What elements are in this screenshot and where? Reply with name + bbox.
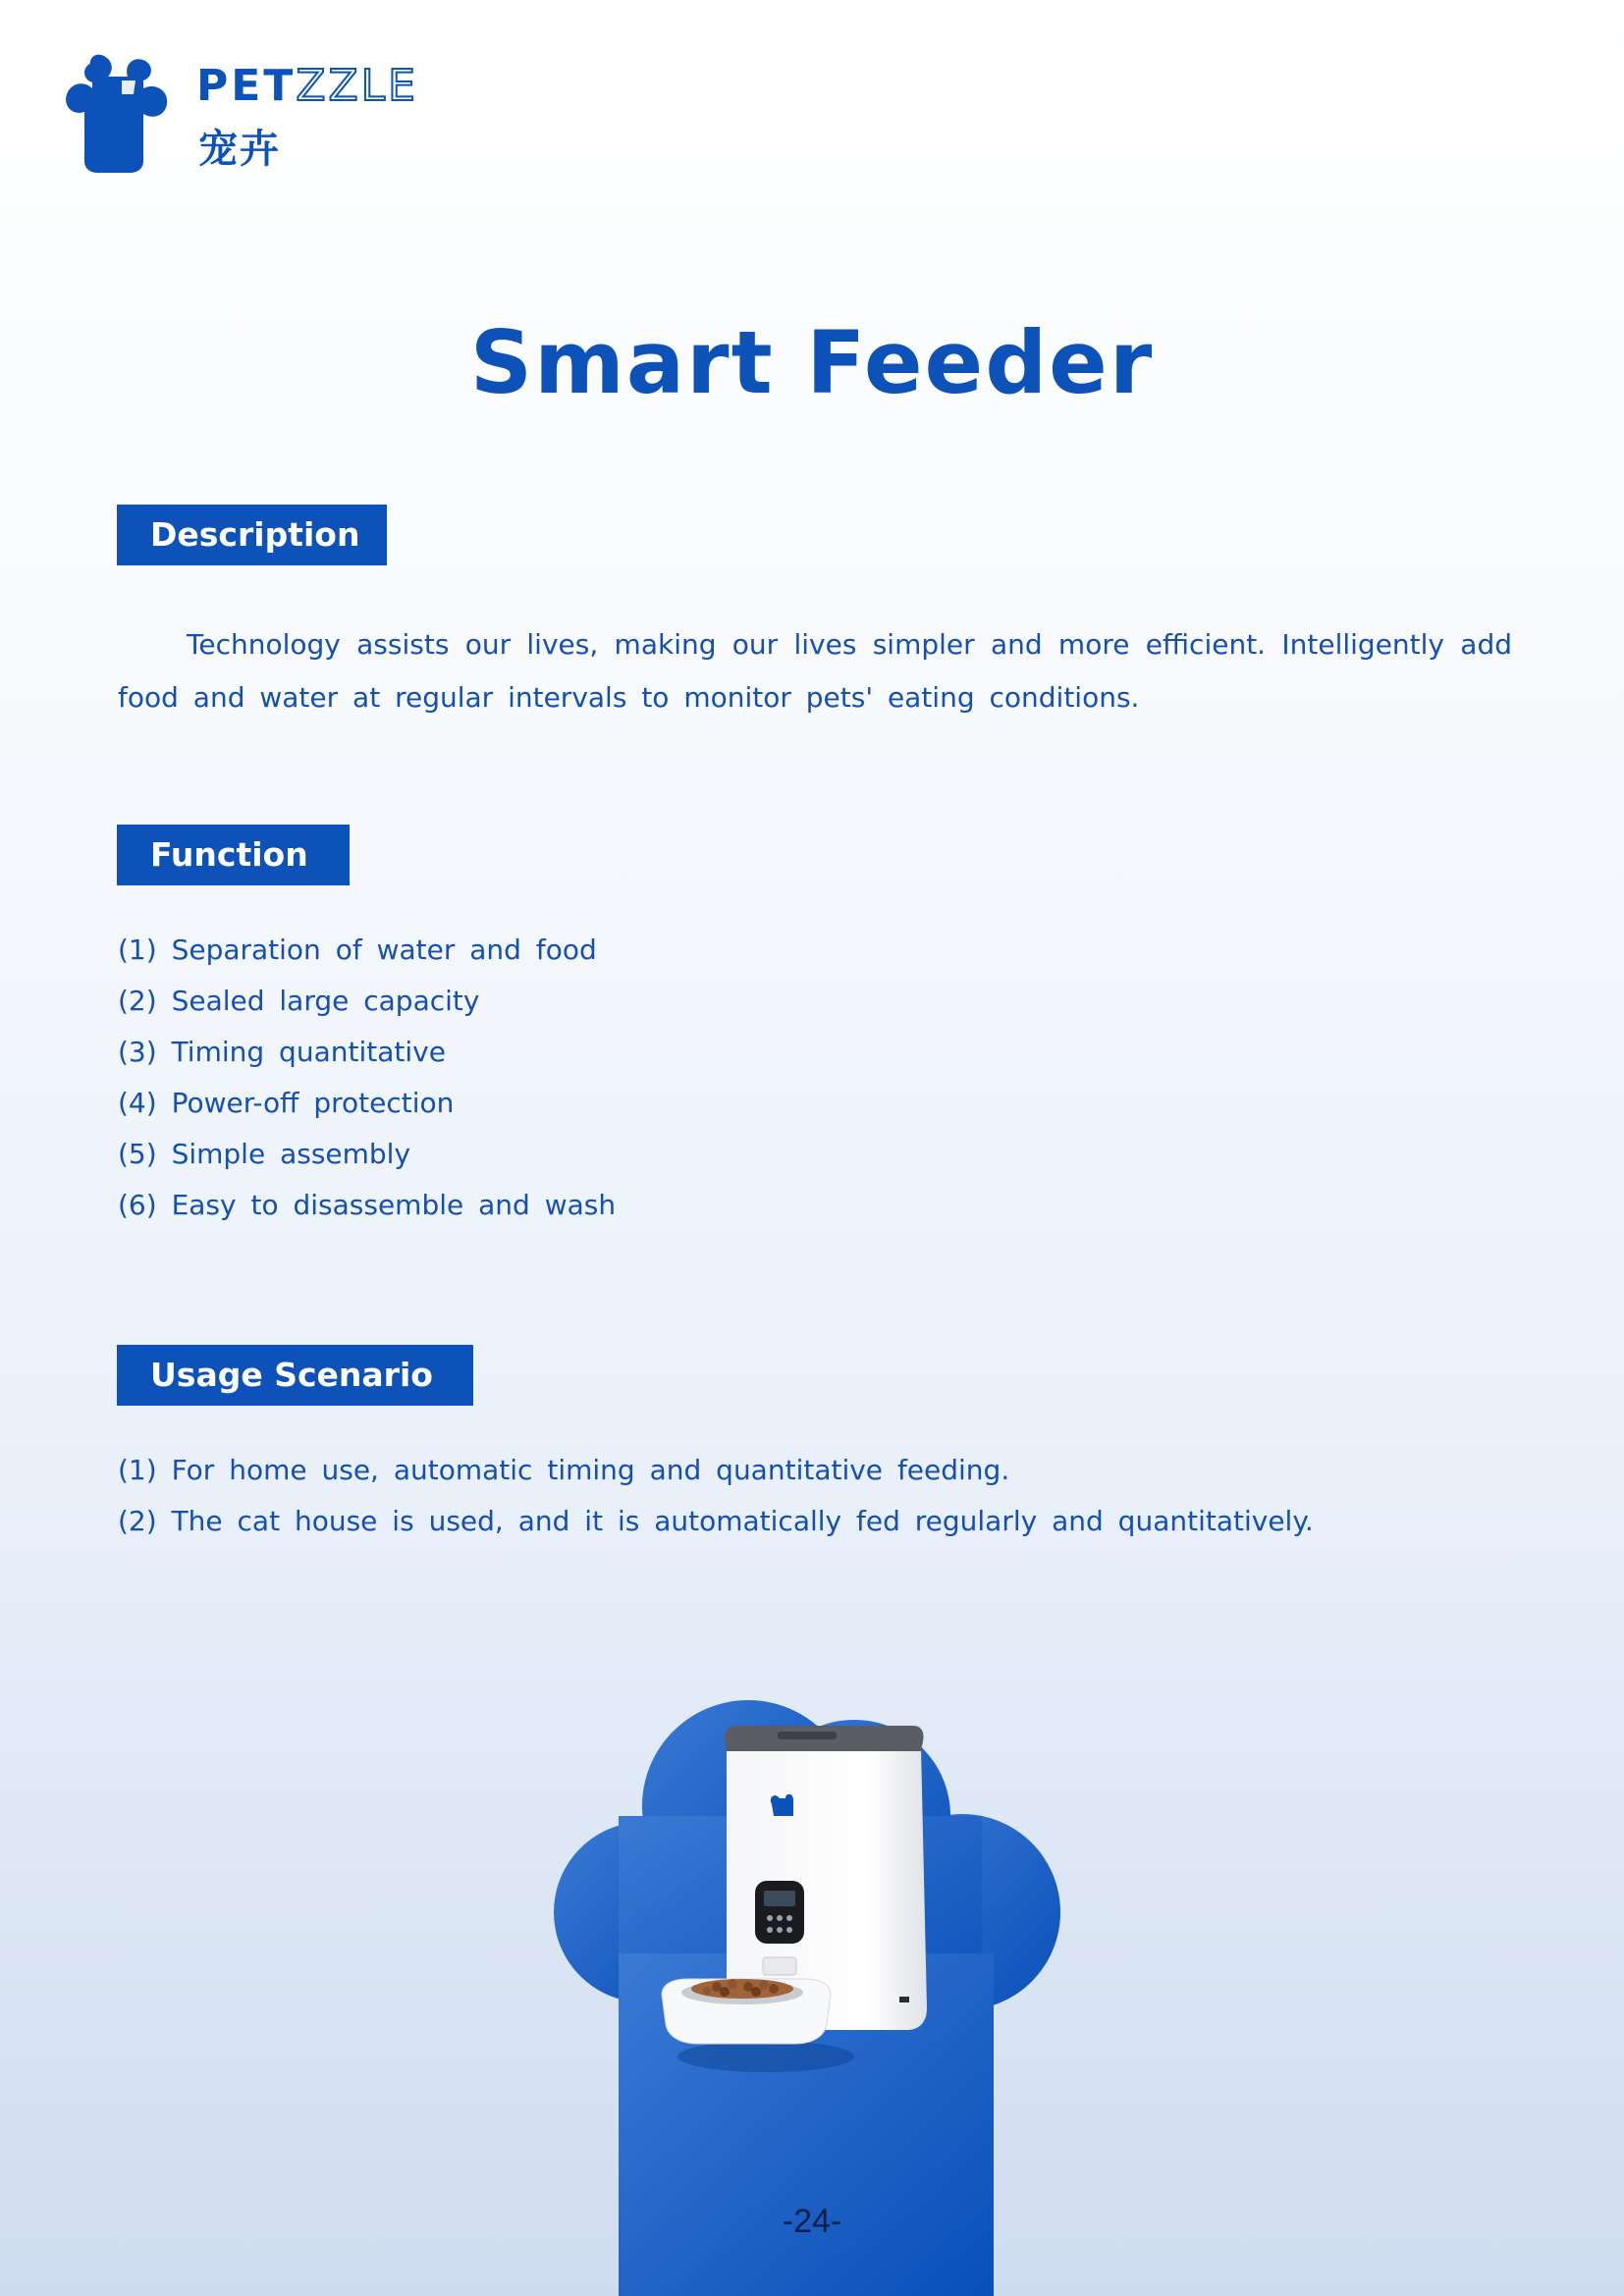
function-heading: Function [117, 825, 350, 885]
function-list [118, 925, 616, 1231]
brand-logo [65, 51, 428, 177]
usage-item: (2) The cat house is used, and it is automatically fed regularly and quantitatively. [118, 1505, 1314, 1537]
function-item: (3) Timing quantitative [118, 1036, 446, 1068]
page-title: Smart Feeder [469, 312, 1155, 413]
description-heading: Description [117, 505, 387, 565]
function-item: (1) Separation of water and food [118, 934, 597, 966]
function-item: (2) Sealed large capacity [118, 985, 480, 1017]
page-number: -24- [782, 2203, 842, 2240]
function-item: (6) Easy to disassemble and wash [118, 1189, 617, 1221]
function-item: (4) Power-off protection [118, 1087, 455, 1119]
function-item: (5) Simple assembly [118, 1138, 411, 1170]
pet-head-puzzle-icon [65, 51, 183, 173]
brand-name-cn: 宠卉 [198, 127, 281, 172]
usage-scenario-heading: Usage Scenario [117, 1345, 473, 1406]
usage-scenario-list [118, 1445, 1314, 1547]
usage-item: (1) For home use, automatic timing and quantitative feeding. [118, 1454, 1010, 1486]
brand-name-en: PETZZLE [196, 61, 418, 111]
description-text: Technology assists our lives, making our lives simpler and more efficient. Intelligently add food and water at regular intervals to monitor pets' eating conditions. [118, 628, 1512, 714]
